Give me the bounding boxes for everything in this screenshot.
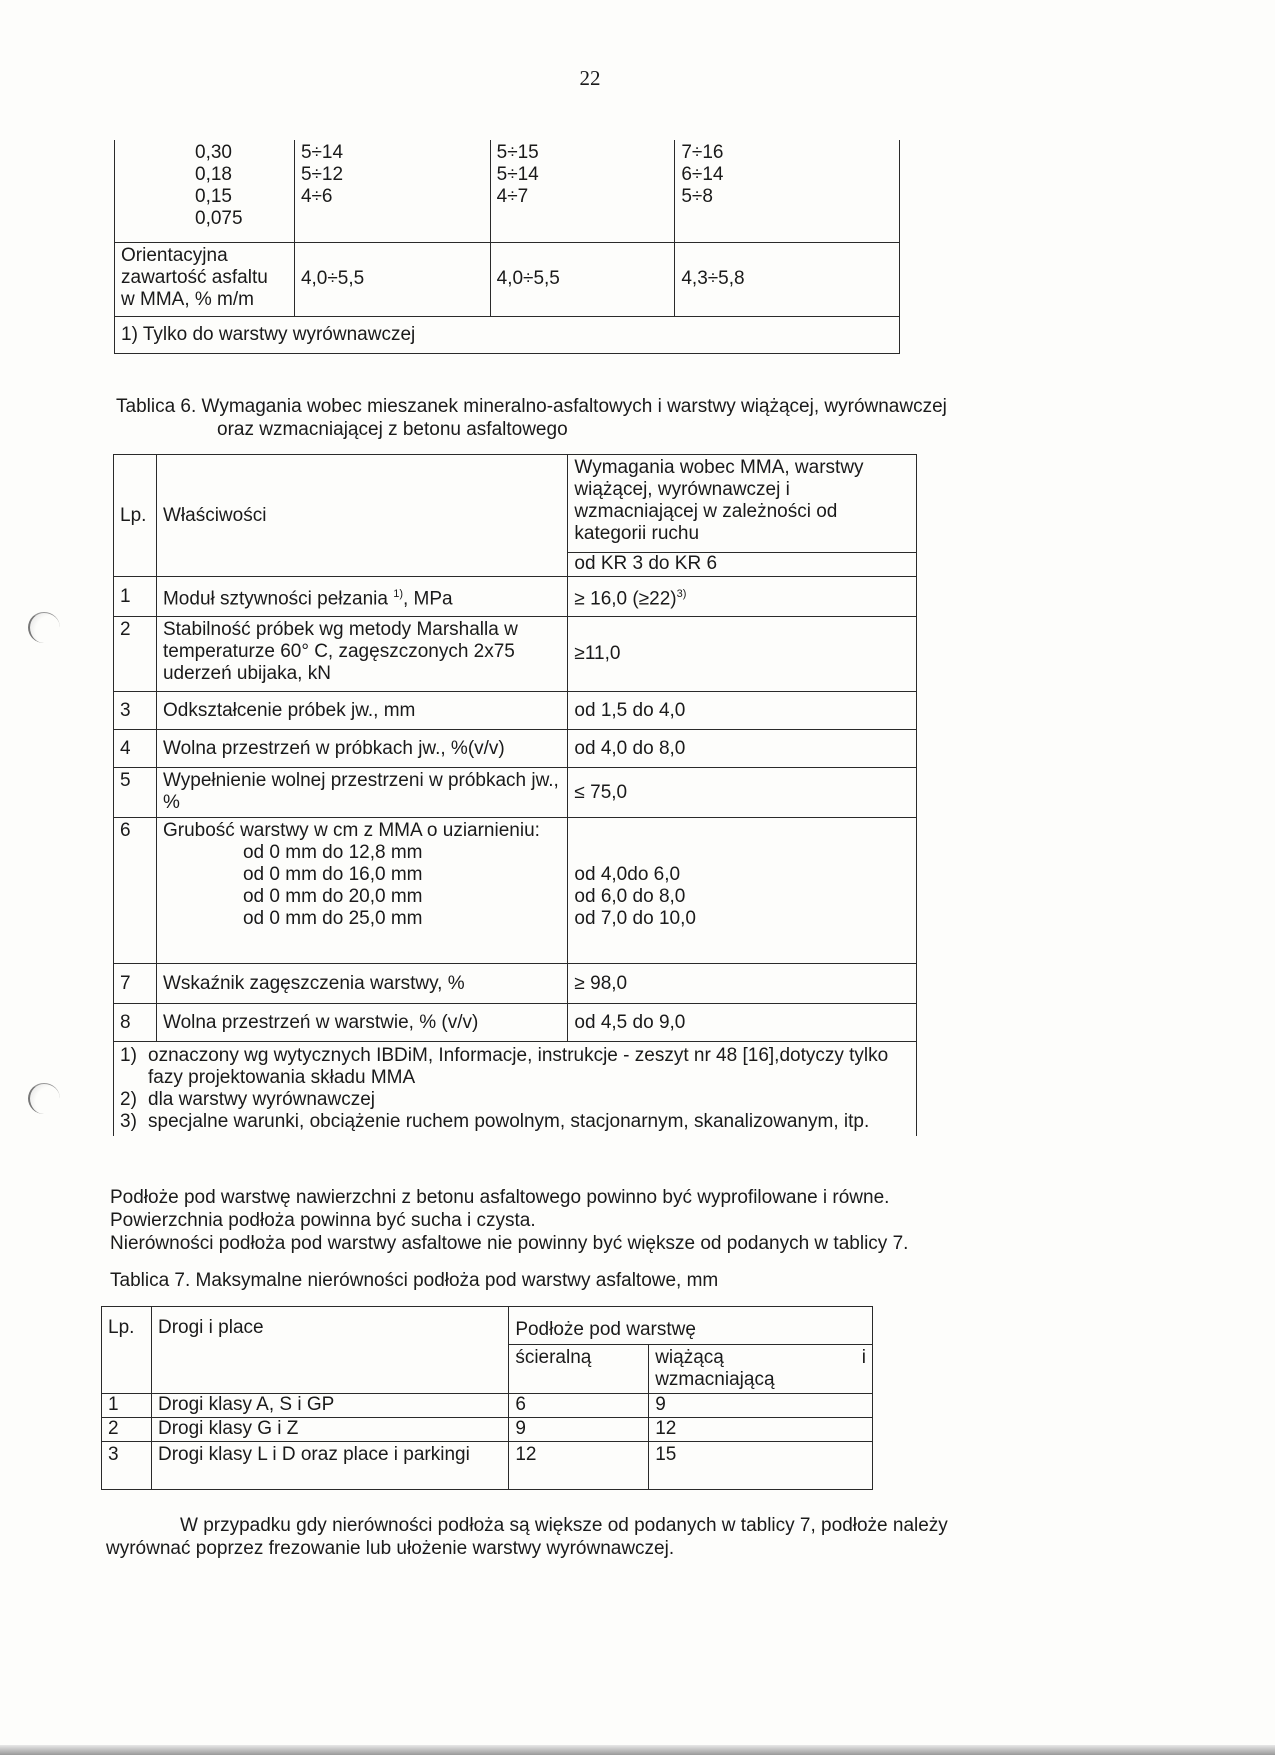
punch-hole [28,612,60,643]
sub-requirement: od 7,0 do 10,0 [574,908,696,929]
table-row [102,1394,873,1418]
sub-item: od 0 mm do 12,8 mm [242,842,423,863]
table-row [115,242,900,316]
table-7-caption: Tablica 7. Maksymalne nierówności podłoża pod warstwy asfaltowe, mm [110,1270,719,1291]
row-roads: Drogi klasy L i D oraz place i parkingi [151,1442,508,1490]
table-header-row [102,1307,873,1345]
page-number: 22 [579,66,601,90]
sieve-label: 0,15 [195,186,232,207]
table-row [114,692,917,730]
asphalt-label: Orientacyjna [121,244,228,266]
table-footnote: 1) Tylko do warstwy wyrównawczej [115,316,900,353]
header-lp: Lp. [102,1307,152,1394]
table-7 [101,1306,873,1490]
row-binding: 9 [649,1394,873,1418]
table-row [114,617,917,692]
scan-edge [0,1745,1275,1755]
cell-value: 4÷6 [300,186,333,207]
cell-value: 5÷12 [300,164,344,185]
table-row: 1 Moduł sztywności pełzania $^{1)}$, MPa ≥ 16,0 (≥22)$^{3)}$ [114,577,917,617]
header-base: Podłoże pod warstwę [509,1307,873,1345]
cell-value: 4,3÷5,8 [675,242,900,316]
row-property: Wypełnienie wolnej przestrzeni w próbkach jw., % [156,768,567,818]
table-footnote: 2) dla warstwy wyrównawczej [120,1089,376,1110]
sieve-label: 0,30 [195,142,232,163]
table-row [114,1004,917,1042]
row-property: Wskaźnik zagęszczenia warstwy, % [156,964,567,1004]
header-binding: wiążącą [655,1347,724,1368]
row-requirement: od 4,5 do 9,0 [568,1004,917,1042]
row-requirement: ≥ 16,0 (≥22) [574,588,677,610]
row-lp: 3 [102,1442,152,1490]
row-requirement: ≥ 98,0 [568,964,917,1004]
row-lp: 1 [114,577,157,617]
row-requirement: ≤ 75,0 [568,768,917,818]
table-row [102,1418,873,1442]
row-lp: 6 [114,818,157,964]
asphalt-label: w MMA, % m/m [121,288,254,310]
row-requirement: od 1,5 do 4,0 [568,692,917,730]
cell-value: 5÷14 [496,164,539,185]
cell-value: 5÷15 [496,142,539,163]
row-lp: 7 [114,964,157,1004]
row-roads: Drogi klasy A, S i GP [151,1394,508,1418]
header-wearing: ścieralną [509,1345,649,1394]
row-property: Grubość warstwy w cm z MMA o uziarnieniu: [162,820,540,841]
row-lp: 4 [114,730,157,768]
asphalt-label: zawartość asfaltu [121,266,268,288]
header-properties: Właściwości [156,455,567,577]
table-row [114,964,917,1004]
table-top-continuation [114,140,900,354]
sub-item: od 0 mm do 16,0 mm [242,864,423,885]
row-wearing: 6 [509,1394,649,1418]
table-header-row: ścieralną wiążącą i wzmacniającą [102,1345,873,1394]
cell-value: 4÷7 [496,186,529,207]
table-footnote: 3) specjalne warunki, obciążenie ruchem powolnym, stacjonarnym, skanalizowanym, itp. [120,1111,870,1132]
row-property: Odkształcenie próbek jw., mm [156,692,567,730]
sieve-label: 0,18 [195,164,232,185]
table-header-row [114,455,917,553]
footnote-ref: 1) [393,587,403,600]
cell-value: 5÷14 [300,142,344,163]
row-requirement: ≥11,0 [568,617,917,692]
row-binding: 15 [649,1442,873,1490]
sub-requirement: od 6,0 do 8,0 [574,886,686,907]
cell-value: 4,0÷5,5 [490,242,675,316]
row-roads: Drogi klasy G i Z [151,1418,508,1442]
row-requirement: od 4,0 do 8,0 [568,730,917,768]
table-footnotes-row [114,1042,917,1137]
row-lp: 1 [102,1394,152,1418]
table-footnote: 1) oznaczony wg wytycznych IBDiM, Informacje, instrukcje - zeszyt nr 48 [16],dotyczy tylko fazy projektowania składu MMA [120,1045,889,1088]
sub-item: od 0 mm do 25,0 mm [242,908,423,929]
table-row [102,1442,873,1490]
row-property: Wolna przestrzeń w próbkach jw., %(v/v) [156,730,567,768]
cell-value: 4,0÷5,5 [294,242,490,316]
body-paragraph: Podłoże pod warstwę nawierzchni z betonu asfaltowego powinno być wyprofilowane i równe. Powierzchnia podłoża powinna być sucha i czysta. Nierówności podłoża pod warstwy asfaltowe nie powinny być większe od podanych w tablicy 7. [110,1187,909,1254]
table-6-caption: Tablica 6. Wymagania wobec mieszanek mineralno-asfaltowych i warstwy wiążącej, wyrównawczej oraz wzmacniającej z betonu asfaltowego [116,396,947,440]
footnote-ref: 3) [676,587,687,600]
table-row [114,730,917,768]
table-6 [113,454,917,1136]
row-property: Moduł sztywności pełzania [162,588,388,610]
row-property: Wolna przestrzeń w warstwie, % (v/v) [156,1004,567,1042]
header-requirements: Wymagania wobec MMA, warstwy wiążącej, wyrównawczej i wzmacniającej w zależności od kategorii ruchu [568,455,917,553]
table-row [115,140,900,242]
header-strengthening: wzmacniającą [655,1369,775,1390]
table-row [114,818,917,964]
table-row [115,316,900,353]
cell-value: 7÷16 [681,142,724,163]
header-roads: Drogi i place [151,1307,508,1394]
punch-hole [28,1083,60,1114]
row-lp: 3 [114,692,157,730]
sub-item: od 0 mm do 20,0 mm [242,886,423,907]
row-lp: 2 [102,1418,152,1442]
sub-requirement: od 4,0do 6,0 [574,864,681,885]
row-property: Stabilność próbek wg metody Marshalla w temperaturze 60° C, zagęszczonych 2x75 uderzeń ubijaka, kN [156,617,567,692]
cell-value: 6÷14 [681,164,724,185]
sieve-label: 0,075 [195,208,243,229]
row-binding: 12 [649,1418,873,1442]
row-wearing: 12 [509,1442,649,1490]
header-lp: Lp. [114,455,157,577]
table-row [114,768,917,818]
closing-paragraph: W przypadku gdy nierówności podłoża są większe od podanych w tablicy 7, podłoże należy wyrównać poprzez frezowanie lub ułożenie warstwy wyrównawczej. [106,1515,948,1559]
row-wearing: 9 [509,1418,649,1442]
row-lp: 2 [114,617,157,692]
row-lp: 8 [114,1004,157,1042]
header-range: od KR 3 do KR 6 [568,553,917,577]
cell-value: 5÷8 [681,186,713,207]
row-lp: 5 [114,768,157,818]
